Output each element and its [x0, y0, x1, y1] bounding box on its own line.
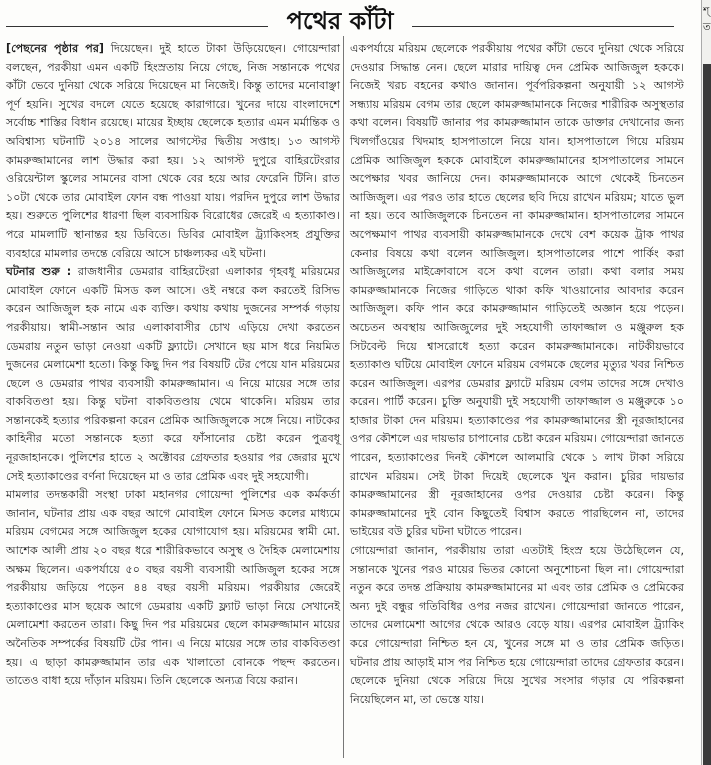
- paragraph-text: মামলার তদন্তকারী সংস্থা ঢাকা মহানগর গোয়েন্দা পুলিশের এক কর্মকর্তা জানান, ঘটনার প্রায় এক বছর আগে মোবাইল ফোনে মিসড কলের মাধ্যমে মরিয়ম বেগমের সঙ্গে আজিজুল হকের যোগাযোগ হয়। মরিয়মের স্বামী মো. আশেক আলী প্রায় ২০ বছর ধরে শারীরিকভাবে অসুস্থ ও দৈহিক মেলামেশায় অক্ষম ছিলেন। একপর্যায়ে ৫০ বছর বয়সী ব্যবসায়ী আজিজুল হকের সঙ্গে পরকীয়ায় জড়িয়ে পড়েন ৪৪ বছর বয়সী মরিয়ম। পরকীয়ার জেরেই হত্যাকাণ্ডের মাস ছয়েক আগে ডেমরায় একটি ফ্ল্যাট ভাড়া নিয়ে সেখানেই মেলামেশা করতেন তারা। কিছু দিন পর মরিয়মের ছেলে কামরুজ্জামান মায়ের অনৈতিক সম্পর্কের বিষয়টি টের পান। এ নিয়ে মায়ের সঙ্গে তার বাকবিতণ্ডা হয়। এ ছাড়া কামরুজ্জামান তার এক খালাতো বোনকে পছন্দ করতেন। তাতেও বাধা হয়ে দাঁড়ান মরিয়ম। তিনি ছেলেকে অন্যত্র বিয়ে করান।: [6, 488, 340, 688]
- continued-from-label: [পেছনের পৃষ্ঠার পর]: [6, 42, 105, 55]
- paragraph-text: দিয়েছেন। দুই হাতে টাকা উড়িয়েছেন। গোয়েন্দারা বলছেন, পরকীয়া এমন একটি হিংস্রতায় নিয়ে গেছে, নিজ সন্তানকে পথের কাঁটা ভেবে দুনিয়া থেকে সরিয়ে দিয়েছেন মা নিজেই। কিন্তু তাদের মনোবাঞ্ছা পূর্ণ হয়নি। সুখের বদলে যেতে হয়েছে কারাগারে। খুনের দায়ে বাংলাদেশে সর্বোচ্চ শাস্তির বিধান রয়েছে। মায়ের ইচ্ছায় ছেলেকে হত্যার এমন মর্মান্তিক ও অবিশ্বাস্য ঘটনাটি ২০১৪ সালের আগস্টের দ্বিতীয় সপ্তাহ। ১৩ আগস্ট কামরুজ্জামানের লাশ উদ্ধার করা হয়। ১২ আগস্ট দুপুরে বাহিরটেংরার ওরিয়েন্টাল স্কুলের সামনের বাসা থেকে বের হয়ে আর ফেরেনি টিনি। রাত ১০টা থেকে তার মোবাইল ফোন বন্ধ পাওয়া যায়। পরদিন দুপুরে লাশ উদ্ধার হয়। শুরুতে পুলিশের ধারণা ছিল ব্যবসায়িক বিরোধের জেরেই এ হত্যাকাণ্ড। পরে মামলাটি স্থানান্তর হয় ডিবিতে। ডিবির মোবাইল ট্র্যাকিংসহ প্রযুক্তির ব্যবহারে মামলার তদন্তে বেরিয়ে আসে চাঞ্চল্যকর এই ঘটনা।: [6, 42, 340, 260]
- left-column: [6, 40, 340, 691]
- adjacent-page-image: [703, 64, 711, 765]
- paragraph-text: একপর্যায়ে মরিয়ম ছেলেকে পরকীয়ায় পথের কাঁটা ভেবে দুনিয়া থেকে সরিয়ে দেওয়ার সিদ্ধান্ত নেন। ছেলে মারার দায়িত্ব দেন প্রেমিক আজিজুল হককে। নিজেই খরচ বহনের কথাও জানান। পূর্বপরিকল্পনা অনুযায়ী ১২ আগস্ট সন্ধ্যায় মরিয়ম বেগম তার ছেলে কামরুজ্জামানকে নিজের শারীরিক অসুস্থতার কথা বলেন। বিষয়টি জানার পর কামরুজ্জামান তাকে ডাক্তার দেখানোর জন্য খিলগাঁওয়ের খিদমাহ হাসপাতালে নিয়ে যান। হাসপাতালে গিয়ে মরিয়ম প্রেমিক আজিজুল হককে মোবাইলে কামরুজ্জামানের হাসপাতালের সামনে অপেক্ষার খবর জানিয়ে দেন। কামরুজ্জামানকে আগে থেকেই চিনতেন আজিজুল। এর পরও তার হাতে ছেলের ছবি দিয়ে রাখেন মরিয়ম; যাতে ভুল না হয়। তবে আজিজুলকে চিনতেন না কামরুজ্জামান। হাসপাতালের সামনে অপেক্ষমাণ পাথর ব্যবসায়ী কামরুজ্জামানকে দেখে বেশ কয়েক ট্রাক পাথর কেনার বিষয়ে কথা বলেন আজিজুল। হাসপাতালের পাশে পার্কিং করা আজিজুলের মাইক্রোবাসে বসে কথা বলেন তারা। কথা বলার সময় কামরুজ্জামানকে নিজের গাড়িতে থাকা কফি খাওয়ানোর আবদার করেন আজিজুল। কফি পান করে কামরুজ্জামান গাড়িতেই অজ্ঞান হয়ে পড়েন। অচেতন অবস্থায় আজিজুলের দুই সহযোগী তাফাজ্জাল ও মঞ্জুরুল হক সিটবেল্ট দিয়ে শ্বাসরোধে হত্যা করেন কামরুজ্জামানকে। নাটকীয়ভাবে হত্যাকাণ্ড ঘটিয়ে মোবাইল ফোনে মরিয়ম বেগমকে ছেলের মৃত্যুর খবর নিশ্চিত করেন আজিজুল। এরপর ডেমরার ফ্ল্যাটে মরিয়ম বেগম তাদের সঙ্গে দেখাও করেন। পার্টি করেন। চুক্তি অনুযায়ী দুই সহযোগী তাফাজ্জাল ও মঞ্জুরুকে ১০ হাজার টাকা দেন মরিয়ম। হত্যাকাণ্ডের পর কামরুজ্জামানের স্ত্রী নূরজাহানের ওপর কৌশলে এর দায়ভার চাপানোর চেষ্টা করেন মরিয়ম। গোয়েন্দারা জানতে পারেন, হত্যাকাণ্ডের দিনই কৌশলে আলমারি থেকে ১ লাখ টাকা সরিয়ে রাখেন মরিয়ম। সেই টাকা দিয়েই ছেলেকে খুন করান। চুরির দায়ভার কামরুজ্জামানের স্ত্রী নূরজাহানের ওপর দেওয়ার চেষ্টা করেন। কিন্তু কামরুজ্জামানের দুই বোন কিছুতেই বিশ্বাস করতে পারছিলেন না, তাদের ভাইয়ের বউ চুরির ঘটনা ঘটাতে পারেন।: [350, 42, 684, 539]
- adjacent-page-text: শ্: [703, 6, 710, 17]
- paragraph: [6, 263, 340, 486]
- column-divider: [343, 36, 344, 758]
- section-lead: ঘটনার শুরু :: [6, 265, 72, 279]
- paragraph-text: রাজধানীর ডেমরার বাহিরটেংরা এলাকার গৃহবধূ মরিয়মের মোবাইল ফোনে একটি মিসড কল আসে। ওই নম্বরে কল করতেই রিসিভ করেন আজিজুল হক নামে এক ব্যক্তি। কথায় কথায় দুজনের সম্পর্ক গড়ায় পরকীয়ায়। স্বামী-সন্তান আর এলাকাবাসীর চোখ এড়িয়ে দেখা করতেন ডেমরায় নতুন ভাড়া নেওয়া একটি ফ্ল্যাটে। সেখানে ছয় মাস ধরে নিয়মিত দুজনের মেলামেশা হতো। কিন্তু কিছু দিন পর বিষয়টি টের পেয়ে যান মরিয়মের ছেলে ও ডেমরার পাথর ব্যবসায়ী কামরুজ্জামান। এ নিয়ে মায়ের সঙ্গে তার বাকবিতণ্ডা হয়। কিন্তু ঘটনা বাকবিতণ্ডায় থেমে থাকেনি। মরিয়ম তার সন্তানকেই হত্যার পরিকল্পনা করেন প্রেমিক আজিজুলকে সঙ্গে নিয়ে। নাটকের কাহিনীর মতো সন্তানকে হত্যা করে ফাঁসানোর চেষ্টা করেন পুত্রবধূ নূরজাহানকে। পুলিশের হাতে ২ অক্টোবর গ্রেফতার হওয়ার পর জেরার মুখে সেই হত্যাকাণ্ডের বর্ণনা দিয়েছেন মা ও তার প্রেমিক এবং দুই সহযোগী।: [6, 265, 340, 483]
- right-column: [350, 40, 684, 709]
- header-rule-left: [6, 26, 268, 27]
- adjacent-page-text: ত: [703, 22, 711, 33]
- paragraph: [6, 40, 340, 263]
- article-title: পথের কাঁটা: [286, 6, 394, 35]
- paragraph-text: গোয়েন্দারা জানান, পরকীয়ায় তারা এতটাই হিংস্র হয়ে উঠেছিলেন যে, সন্তানকে খুনের পরও মায়ের ভিতর কোনো অনুশোচনা ছিল না। গোয়েন্দারা নতুন করে তদন্ত প্রক্রিয়ায় কামরুজ্জামানের মা এবং তার প্রেমিক ও প্রেমিকের অন্য দুই বন্ধুর গতিবিধির ওপর নজর রাখেন। গোয়েন্দারা জানতে পারেন, তাদের মেলামেশা আগের থেকে আরও বেড়ে যায়। এরপর মোবাইল ট্র্যাকিং করে গোয়েন্দারা নিশ্চিত হন যে, খুনের সঙ্গে মা ও তার প্রেমিক জড়িত। ঘটনার প্রায় আড়াই মাস পর নিশ্চিত হয়ে গোয়েন্দারা তাদের গ্রেফতার করেন। ছেলেকে দুনিয়া থেকে সরিয়ে দিয়ে সুখের সংসার গড়ার যে পরিকল্পনা নিয়েছিলেন মা, তা ভেস্তে যায়।: [350, 544, 684, 706]
- header-rule-right: [412, 26, 674, 27]
